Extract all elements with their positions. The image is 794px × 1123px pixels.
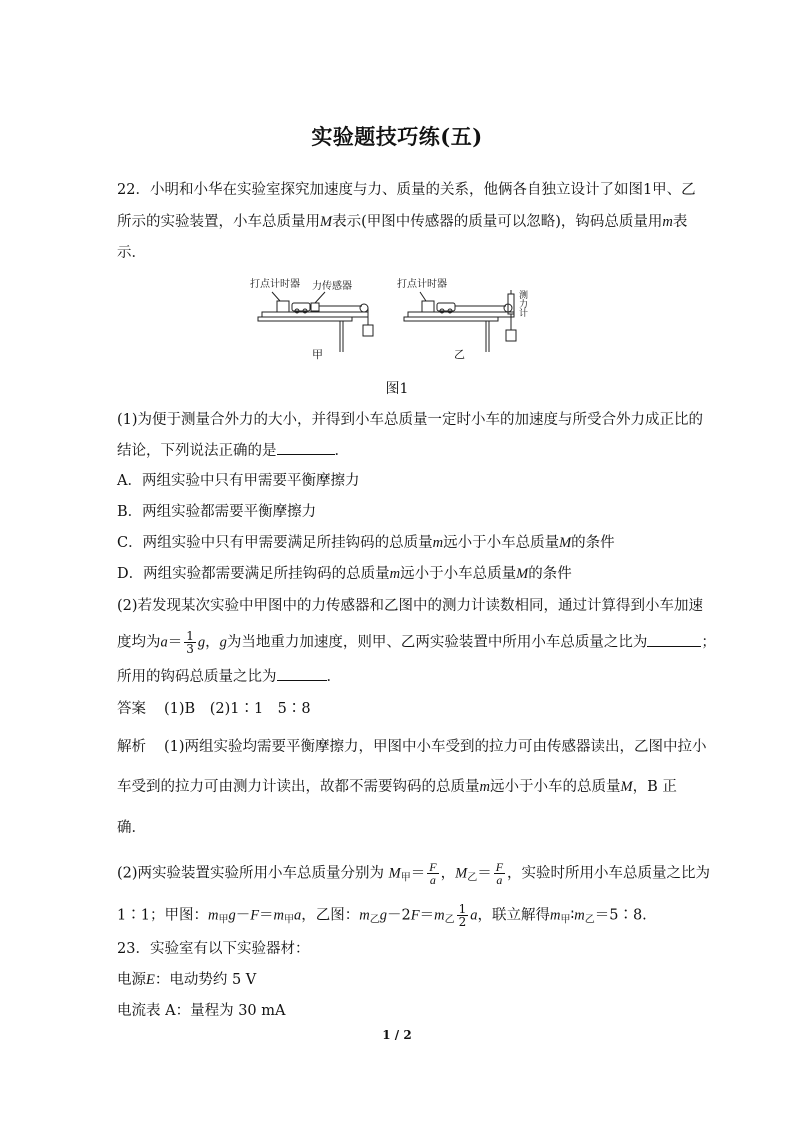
- track-a: [262, 312, 368, 317]
- label-timer-a: 打点计时器: [250, 279, 300, 290]
- option-c: C．两组实验中只有甲需要满足所挂钩码的总质量m远小于小车总质量M的条件: [117, 535, 615, 551]
- apparatus-diagram: [250, 272, 540, 372]
- fraction-one-half: $\frac{1}{2}$: [458, 902, 467, 929]
- option-d: D．两组实验都需要满足所挂钩码的总质量m远小于小车总质量M的条件: [117, 566, 572, 582]
- label-setup-b: 乙: [454, 348, 465, 361]
- analysis-line-1: 解析 (1)两组实验均需要平衡摩擦力，甲图中小车受到的拉力可由传感器读出，乙图中拉小: [117, 739, 707, 755]
- analysis-line-2: 车受到的拉力可由测力计读出，故都不需要钩码的总质量m远小于小车的总质量M，B 正: [117, 779, 677, 795]
- cart-a: [292, 303, 310, 311]
- cart-b: [437, 303, 455, 311]
- table-a: [258, 317, 352, 321]
- analysis-line-3: 确．: [117, 820, 146, 836]
- answer-label: 答案: [117, 701, 146, 717]
- force-sensor: [311, 303, 319, 311]
- fraction-one-third: $\frac{1}{3}$: [186, 629, 194, 656]
- page-title: 实验题技巧练(五): [311, 124, 483, 149]
- label-setup-a: 甲: [312, 348, 323, 361]
- option-b: B．两组实验都需要平衡摩擦力: [117, 504, 317, 520]
- option-a: A．两组实验中只有甲需要平衡摩擦力: [117, 473, 360, 489]
- part1-line-2: 结论，下列说法正确的是 ．: [117, 440, 349, 461]
- answer-line: [117, 699, 311, 719]
- track-b: [408, 312, 514, 317]
- part1-line-1: (1)为便于测量合外力的大小，并得到小车总质量一定时小车的加速度与所受合外力成正比的: [117, 412, 704, 428]
- timer-a: [277, 301, 289, 312]
- part2-line-3: 所用的钩码总质量之比为 ．: [117, 666, 341, 687]
- figure-caption: 图1: [385, 381, 409, 397]
- part2-line-2: 度均为a＝ $\frac{1}{3}$ g，g为当地重力加速度，则甲、乙两实验装置中所用小车总质量之比为 ；: [117, 629, 716, 656]
- answer-blank-2[interactable]: [647, 632, 701, 647]
- hook-weight-a: [363, 325, 373, 336]
- timer-b: [422, 301, 434, 312]
- hook-weight-b: [506, 330, 516, 341]
- fraction-f-over-a-1: $\frac{F}{a}$: [429, 860, 437, 887]
- analysis-label: 解析: [117, 739, 146, 755]
- answer-blank-3[interactable]: [277, 666, 327, 681]
- q22-line-3: 示．: [117, 245, 146, 261]
- label-force-sensor: 力传感器: [312, 281, 352, 292]
- answer-text: (1)B (2)1∶1 5∶8: [164, 701, 311, 717]
- page-number: 1 / 2: [382, 1028, 412, 1042]
- experiment-figure: [250, 272, 540, 372]
- table-b: [404, 317, 498, 321]
- q22-line-2: 所示的实验装置，小车总质量用M表示(甲图中传感器的质量可以忽略)，钩码总质量用m表: [117, 214, 688, 230]
- analysis-line-5: 1∶1；甲图：$m_甲g-F=m_甲a$，乙图：$m_乙g-2F=m_乙$ $\frac{1}{2}$ a，联立解得$m_甲∶m_乙=5∶8$.: [117, 902, 647, 929]
- part2-line-1: (2)若发现某次实验中甲图中的力传感器和乙图中的测力计读数相同，通过计算得到小车加速: [117, 598, 704, 614]
- fraction-f-over-a-2: $\frac{F}{a}$: [495, 860, 504, 887]
- q23-line-1: 23．实验室有以下实验器材：: [117, 941, 310, 957]
- answer-blank-1[interactable]: [277, 440, 335, 455]
- analysis-line-4: (2)两实验装置实验所用小车总质量分别为 $M_甲=$ $\frac{F}{a}$ ，$M_乙=$ $\frac{F}{a}$ ，实验时所用小车总质量之比为: [117, 860, 711, 887]
- q23-line-3: 电流表 A：量程为 30 mA: [117, 1003, 286, 1019]
- pulley-a: [360, 304, 368, 312]
- label-spring-scale: 测力计: [517, 290, 527, 317]
- q22-line-1: 22．小明和小华在实验室探究加速度与力、质量的关系，他俩各自独立设计了如图1甲、乙: [117, 182, 696, 198]
- label-timer-b: 打点计时器: [397, 279, 447, 290]
- q23-line-2: 电源E：电动势约 5 V: [117, 972, 257, 988]
